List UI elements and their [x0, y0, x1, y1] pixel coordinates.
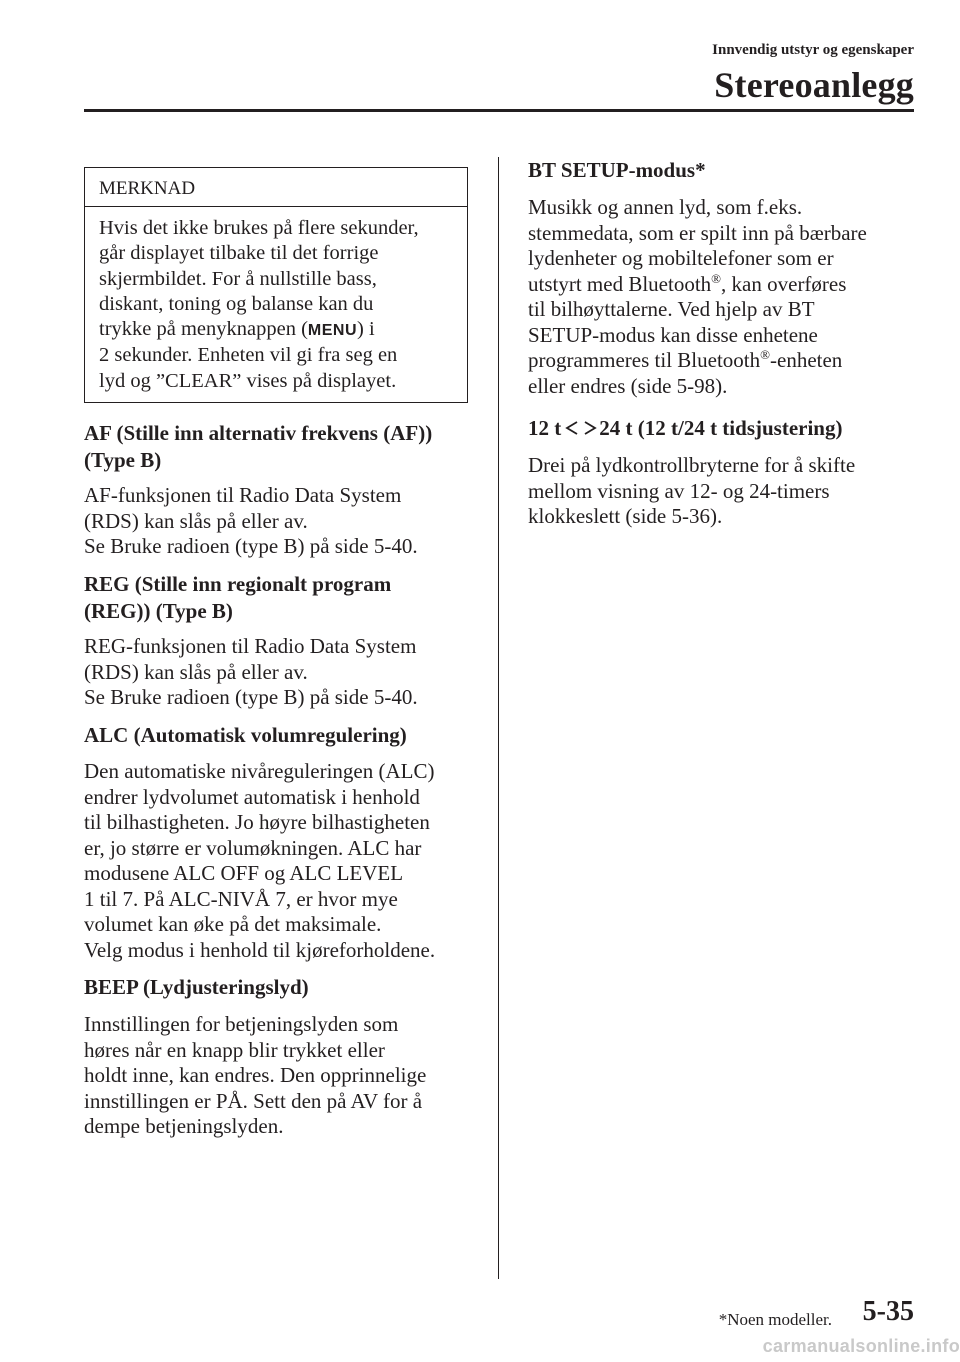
- header-rule: [84, 109, 914, 112]
- clock-body: [528, 453, 918, 530]
- registered-mark: ®: [711, 270, 722, 286]
- body-line: innstillingen er PÅ. Sett den på AV for å: [84, 1088, 423, 1113]
- body-line: klokkeslett (side 5-36).: [528, 504, 723, 528]
- chevron-left-icon: [563, 420, 581, 436]
- body-line: REG-funksjonen til Radio Data System: [84, 634, 417, 658]
- note-title: MERKNAD: [99, 178, 196, 199]
- body-line: [528, 272, 918, 298]
- body-line: modusene ALC OFF og ALC LEVEL: [84, 861, 404, 885]
- heading-line: REG (Stille inn regionalt program: [84, 572, 392, 596]
- body-line: Musikk og annen lyd, som f.eks.: [528, 195, 803, 219]
- af-heading: [84, 420, 474, 474]
- reg-body: [84, 634, 474, 711]
- note-line: Hvis det ikke brukes på flere sekunder,: [99, 217, 419, 239]
- footnote: *Noen modeller.: [718, 1310, 832, 1329]
- body-line: (RDS) kan slås på eller av.: [84, 508, 308, 533]
- body-line: Se Bruke radioen (type B) på side 5-40.: [84, 685, 418, 709]
- note-line: 2 sekunder. Enheten vil gi fra seg en: [99, 344, 398, 367]
- note-line: skjermbildet. For å nullstille bass,: [99, 267, 377, 290]
- body-line: mellom visning av 12- og 24-timers: [528, 478, 830, 503]
- note-line: lyd og ”CLEAR” vises på displayet.: [99, 369, 397, 392]
- heading-line: BEEP (Lydjusteringslyd): [84, 975, 309, 999]
- heading-line: (Type B): [84, 448, 162, 472]
- body-line: lydenheter og mobiltelefoner som er: [528, 246, 834, 270]
- clock-heading: [528, 415, 918, 442]
- body-line: til bilhastigheten. Jo høyre bilhastigheten: [84, 810, 430, 834]
- heading-text: 12 t: [528, 416, 562, 440]
- registered-mark: ®: [760, 347, 771, 362]
- body-line: volumet kan øke på det maksimale.: [84, 912, 382, 936]
- body-text: -enheten: [770, 348, 843, 372]
- heading-text: 24 t (12 t/24 t tidsjustering): [599, 416, 843, 440]
- body-text: utstyrt med Bluetooth: [528, 271, 712, 296]
- beep-body: [84, 1012, 474, 1140]
- note-text: ) i: [357, 318, 375, 341]
- beep-heading: [84, 974, 474, 1001]
- alc-heading: [84, 722, 474, 749]
- note-body: [99, 216, 457, 394]
- note-line: går displayet tilbake til det forrige: [99, 242, 379, 265]
- body-line: dempe betjeningslyden.: [84, 1114, 284, 1138]
- body-line: Drei på lydkontrollbryterne for å skifte: [528, 453, 856, 477]
- body-line: Velg modus i henhold til kjøreforholdene.: [84, 937, 436, 962]
- body-line: eller endres (side 5-98).: [528, 373, 728, 398]
- body-line: høres når en knapp blir trykket eller: [84, 1037, 385, 1062]
- af-body: [84, 483, 474, 560]
- body-line: 1 til 7. På ALC-NIVÅ 7, er hvor mye: [84, 886, 398, 911]
- section-kicker: Innvendig utstyr og egenskaper: [712, 42, 914, 58]
- column-divider: [498, 157, 499, 1279]
- watermark: carmanualsonline.info: [762, 1336, 960, 1356]
- body-line: Den automatiske nivåreguleringen (ALC): [84, 759, 435, 783]
- note-box: [84, 167, 468, 403]
- body-line: (RDS) kan slås på eller av.: [84, 659, 308, 684]
- body-line: Innstillingen for betjeningslyden som: [84, 1012, 399, 1036]
- body-line: SETUP-modus kan disse enhetene: [528, 322, 818, 347]
- menu-key-icon: MENU: [307, 322, 358, 340]
- reg-heading: [84, 571, 474, 625]
- page-number: 5-35: [862, 1296, 914, 1327]
- body-text: , kan overføres: [721, 271, 847, 296]
- body-line: stemmedata, som er spilt inn på bærbare: [528, 220, 867, 245]
- body-text: programmeres til Bluetooth: [528, 348, 761, 372]
- body-line: til bilhøyttalerne. Ved hjelp av BT: [528, 297, 815, 321]
- note-line-menu: [99, 317, 457, 343]
- bt-heading: BT SETUP-modus*: [528, 158, 706, 182]
- body-line: holdt inne, kan endres. Den opprinnelige: [84, 1063, 427, 1087]
- body-line: endrer lydvolumet automatisk i henhold: [84, 784, 420, 809]
- note-header: [85, 168, 467, 207]
- body-line: Se Bruke radioen (type B) på side 5-40.: [84, 534, 418, 558]
- note-text: trykke på menyknappen (: [99, 318, 308, 341]
- note-line: diskant, toning og balanse kan du: [99, 292, 374, 315]
- alc-body: [84, 759, 474, 963]
- heading-line: (REG)) (Type B): [84, 599, 233, 623]
- heading-line: ALC (Automatisk volumregulering): [84, 723, 407, 747]
- bt-body: [528, 195, 918, 399]
- body-line: [528, 348, 918, 374]
- chevron-right-icon: [582, 420, 598, 436]
- page-title: Stereoanlegg: [714, 65, 914, 105]
- body-line: AF-funksjonen til Radio Data System: [84, 483, 402, 507]
- body-line: er, jo større er volumøkningen. ALC har: [84, 835, 422, 860]
- heading-line: AF (Stille inn alternativ frekvens (AF)): [84, 421, 433, 445]
